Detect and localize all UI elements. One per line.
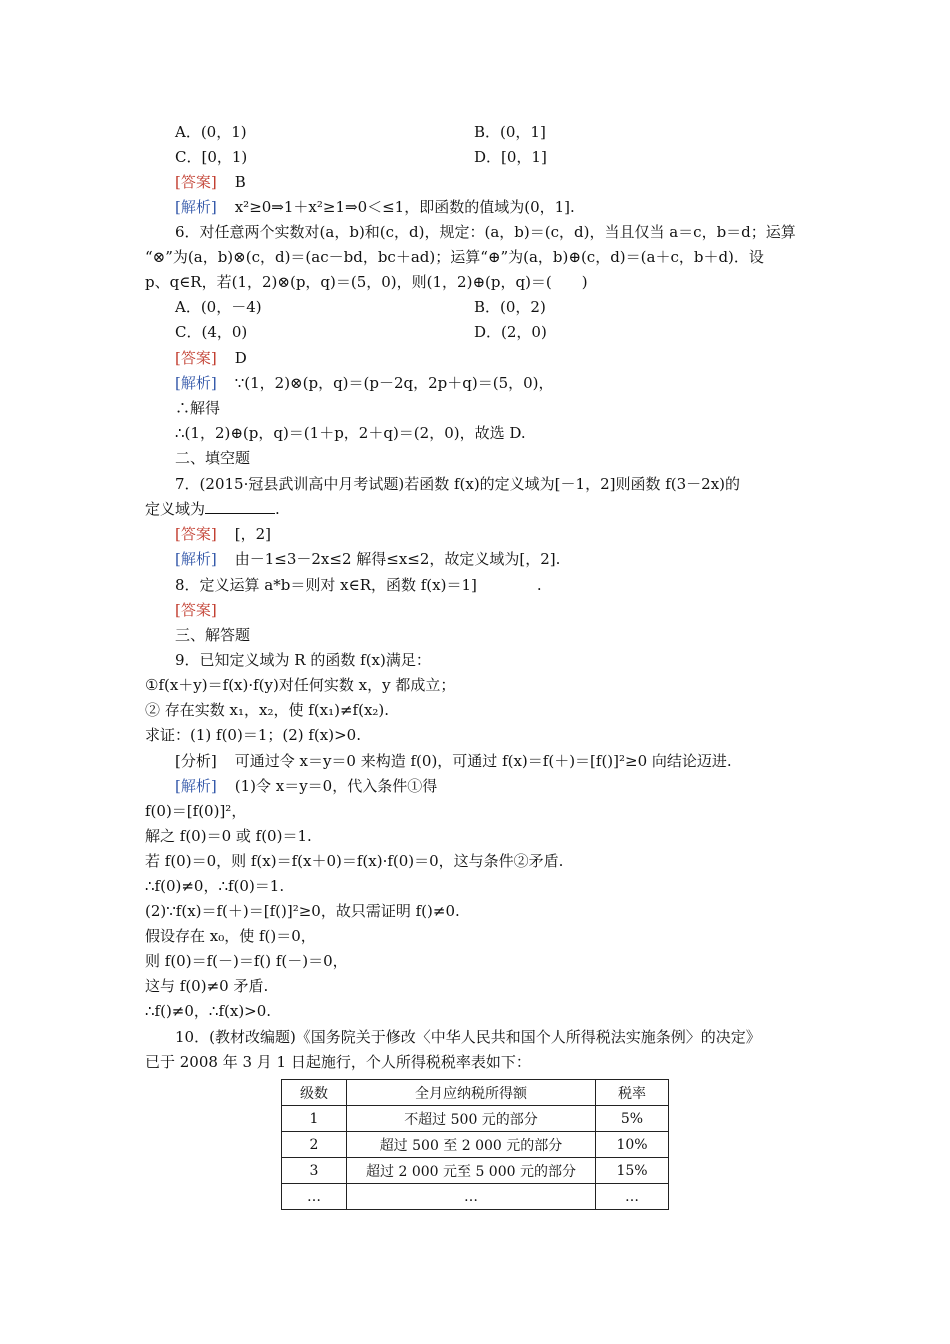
- q5-option-d: D．[0，1]: [474, 148, 547, 166]
- q9-step5: (2)∵f(x)＝f(＋)＝[f()]²≥0，故只需证明 f()≠0.: [145, 902, 460, 920]
- q7-stem-text: 定义域为: [145, 500, 206, 518]
- q5-answer: [175, 172, 246, 192]
- header-income: 全月应纳税所得额: [347, 1080, 596, 1106]
- analysis-tag: [解析]: [175, 777, 217, 795]
- q5-option-c: C．[0，1): [175, 148, 248, 166]
- q7-stem-line2: [145, 499, 280, 519]
- q9-analysis: [175, 776, 437, 796]
- q9-step9: ∴f()≠0，∴f(x)>0.: [145, 1002, 272, 1020]
- q6-option-a: A．(0，－4): [175, 298, 262, 316]
- header-level: 级数: [282, 1080, 347, 1106]
- table-row: [282, 1158, 669, 1184]
- tax-rate-table: [281, 1079, 669, 1210]
- table-cell: 不超过 500 元的部分: [347, 1106, 596, 1132]
- q5-answer-value: B: [234, 173, 246, 191]
- q9-step7: 则 f(0)＝f(－)＝f() f(－)＝0，: [145, 952, 348, 970]
- q6-option-c: C．(4，0): [175, 323, 248, 341]
- q9-stem: 9．已知定义域为 R 的函数 f(x)满足：: [175, 651, 431, 669]
- answer-tag: [答案]: [175, 173, 217, 191]
- table-cell: 2: [282, 1132, 347, 1158]
- q5-option-a: A．(0，1): [175, 123, 247, 141]
- q6-analysis: [175, 373, 554, 393]
- q6-stem-line2: “⊗”为(a，b)⊗(c，d)＝(ac－bd，bc＋ad)；运算“⊕”为(a，b)⊕(c，d)＝(a＋c，b＋d)．设: [145, 248, 764, 266]
- table-row: [282, 1106, 669, 1132]
- table-row: [282, 1184, 669, 1210]
- q7-stem-line1: 7．(2015·冠县武训高中月考试题)若函数 f(x)的定义域为[－1，2]则函数 f(3－2x)的: [175, 475, 741, 493]
- q7-analysis-text: 由－1≤3－2x≤2 解得≤x≤2，故定义域为[，2].: [234, 550, 561, 568]
- method-tag: [分析]: [175, 752, 217, 770]
- q9-step1: f(0)＝[f(0)]²，: [145, 802, 247, 820]
- table-cell: …: [347, 1184, 596, 1210]
- analysis-tag: [解析]: [175, 374, 217, 392]
- q9-analysis-text: (1)令 x＝y＝0，代入条件①得: [234, 777, 438, 795]
- analysis-tag: [解析]: [175, 198, 217, 216]
- q9-step3: 若 f(0)＝0，则 f(x)＝f(x＋0)＝f(x)·f(0)＝0，这与条件②矛盾.: [145, 852, 564, 870]
- q9-prove: 求证：(1) f(0)＝1；(2) f(x)>0.: [145, 726, 361, 744]
- q6-answer-value: D: [234, 349, 247, 367]
- table-cell: 5%: [596, 1106, 669, 1132]
- q9-condition2: ② 存在实数 x₁，x₂，使 f(x₁)≠f(x₂).: [145, 701, 390, 719]
- q7-answer-value: [，2]: [234, 525, 271, 543]
- q5-option-b: B．(0，1]: [474, 123, 546, 141]
- q7-blank: [205, 499, 275, 514]
- table-header-row: [282, 1080, 669, 1106]
- q10-stem-line2: 已于 2008 年 3 月 1 日起施行，个人所得税税率表如下：: [145, 1053, 531, 1071]
- table-cell: 超过 500 至 2 000 元的部分: [347, 1132, 596, 1158]
- table-row: [282, 1132, 669, 1158]
- q5-analysis-text: x²≥0⇒1＋x²≥1⇒0＜≤1，即函数的值域为(0，1].: [234, 198, 575, 216]
- section-solve-heading: 三、解答题: [175, 626, 251, 644]
- q7-stem-end: .: [275, 500, 280, 518]
- answer-tag: [答案]: [175, 349, 217, 367]
- answer-tag: [答案]: [175, 601, 217, 619]
- q10-stem-line1: 10．(教材改编题)《国务院关于修改〈中华人民共和国个人所得税法实施条例〉的决定》: [175, 1028, 761, 1046]
- q6-option-d: D．(2，0): [474, 323, 547, 341]
- table-cell: 15%: [596, 1158, 669, 1184]
- q7-analysis: [175, 549, 560, 569]
- q9-step8: 这与 f(0)≠0 矛盾.: [145, 977, 269, 995]
- table-cell: 1: [282, 1106, 347, 1132]
- q9-step4: ∴f(0)≠0，∴f(0)＝1.: [145, 877, 285, 895]
- q8-stem: 8．定义运算 a*b＝则对 x∈R，函数 f(x)＝1] .: [175, 576, 542, 594]
- q6-stem-line3: p、q∈R，若(1，2)⊗(p，q)＝(5，0)，则(1，2)⊕(p，q)＝( ): [145, 273, 588, 291]
- q6-answer: [175, 348, 247, 368]
- answer-tag: [答案]: [175, 525, 217, 543]
- q6-stem-line1: 6．对任意两个实数对(a，b)和(c，d)，规定：(a，b)＝(c，d)，当且仅当 a＝c，b＝d；运算: [175, 223, 796, 241]
- analysis-tag: [解析]: [175, 550, 217, 568]
- q9-method: [175, 751, 732, 771]
- q9-condition1: ①f(x＋y)＝f(x)·f(y)对任何实数 x，y 都成立；: [145, 676, 456, 694]
- section-fill-blank-heading: 二、填空题: [175, 449, 251, 467]
- q8-answer: [175, 600, 217, 620]
- q6-option-b: B．(0，2): [474, 298, 546, 316]
- q6-analysis-line3: ∴(1，2)⊕(p，q)＝(1＋p，2＋q)＝(2，0)，故选 D.: [175, 424, 526, 442]
- q6-analysis-line2: ∴解得: [175, 399, 221, 417]
- table-cell: …: [282, 1184, 347, 1210]
- q5-analysis: [175, 197, 575, 217]
- table-cell: 10%: [596, 1132, 669, 1158]
- q9-method-text: 可通过令 x＝y＝0 来构造 f(0)，可通过 f(x)＝f(＋)＝[f()]²≥0 向结论迈进.: [234, 752, 732, 770]
- header-rate: 税率: [596, 1080, 669, 1106]
- q9-step6: 假设存在 x₀，使 f()＝0，: [145, 927, 316, 945]
- q6-analysis-text: ∵(1，2)⊗(p，q)＝(p－2q，2p＋q)＝(5，0)，: [234, 374, 554, 392]
- q7-answer: [175, 524, 271, 544]
- table-cell: …: [596, 1184, 669, 1210]
- table-cell: 3: [282, 1158, 347, 1184]
- q9-step2: 解之 f(0)＝0 或 f(0)＝1.: [145, 827, 312, 845]
- table-cell: 超过 2 000 元至 5 000 元的部分: [347, 1158, 596, 1184]
